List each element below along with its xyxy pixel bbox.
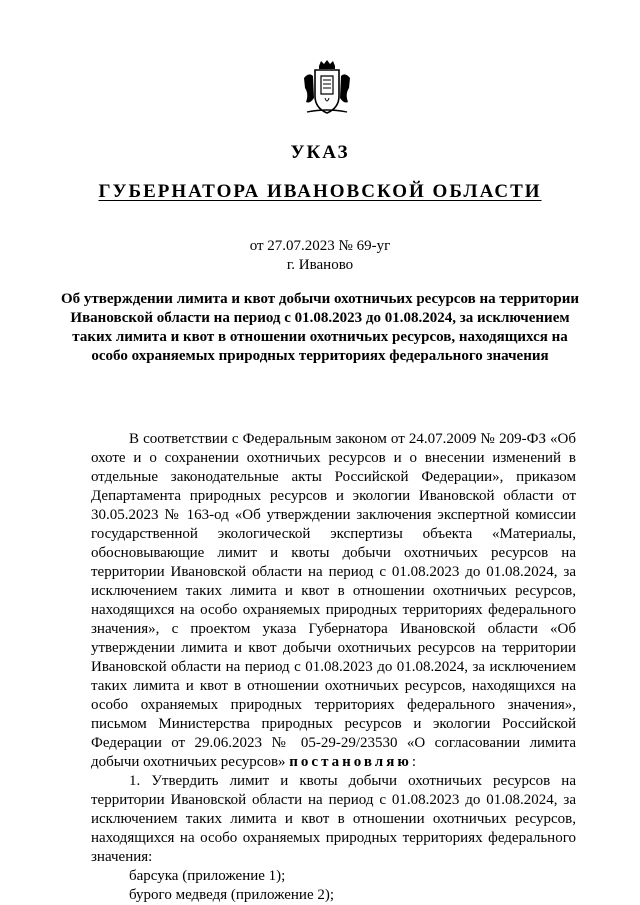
decree-body: [91, 430, 576, 905]
keyword-postanovlyayu: постановляю: [289, 754, 412, 770]
decree-date-number: от 27.07.2023 № 69-уг: [249, 238, 391, 254]
preamble-end: :: [411, 754, 416, 770]
decree-title: УКАЗ: [290, 142, 350, 163]
list-item-badger: барсука (приложение 1);: [129, 868, 286, 884]
decree-city: г. Иваново: [286, 257, 354, 273]
list-item-brown-bear: бурого медведя (приложение 2);: [129, 887, 335, 903]
paragraph-clause-1: 1. Утвердить лимит и квоты добычи охотничьих ресурсов на территории Ивановской области на период с 01.08.2023 до 01.08.2024, за исключением таких лимита и квот в отношении охотничьих ресурсов, находящихся на особо охраняемых природных территориях федерального значения:: [91, 773, 576, 865]
issuer-title: ГУБЕРНАТОРА ИВАНОВСКОЙ ОБЛАСТИ: [98, 181, 542, 202]
coat-of-arms-emblem: [301, 58, 353, 116]
decree-heading: Об утверждении лимита и квот добычи охотничьих ресурсов на территории Ивановской области на период с 01.08.2023 до 01.08.2024, за исключением таких лимита и квот в отношении охотничьих ресурсов, находящихся на особо охраняемых природных территориях федерального значения: [61, 291, 579, 364]
paragraph-preamble: [91, 430, 576, 772]
preamble-text: В соответствии с Федеральным законом от 24.07.2009 № 209-ФЗ «Об охоте и о сохранении охотничьих ресурсов и о внесении изменений в отдельные законодательные акты Российской Федерации», приказом Департамента природных ресурсов и экологии Ивановской области от 30.05.2023 № 163-од «Об утверждении заключения экспертной комиссии государственной экологической экспертизы объекта «Материалы, обосновывающие лимит и квоты добычи охотничьих ресурсов на территории Ивановской области на период с 01.08.2023 до 01.08.2024, за исключением таких лимита и квот в отношении охотничьих ресурсов, находящихся на особо охраняемых природных территориях федерального значения», с проектом указа Губернатора Ивановской области «Об утверждении лимита и квот добычи охотничьих ресурсов на территории Ивановской области на период с 01.08.2023 до 01.08.2024, за исключением таких лимита и квот в отношении охотничьих ресурсов, находящихся на особо охраняемых природных территориях федерального значения», письмом Министерства природных ресурсов и экологии Российской Федерации от 29.06.2023 № 05-29-29/23530 «О согласовании лимита добычи охотничьих ресурсов»: [91, 431, 576, 770]
